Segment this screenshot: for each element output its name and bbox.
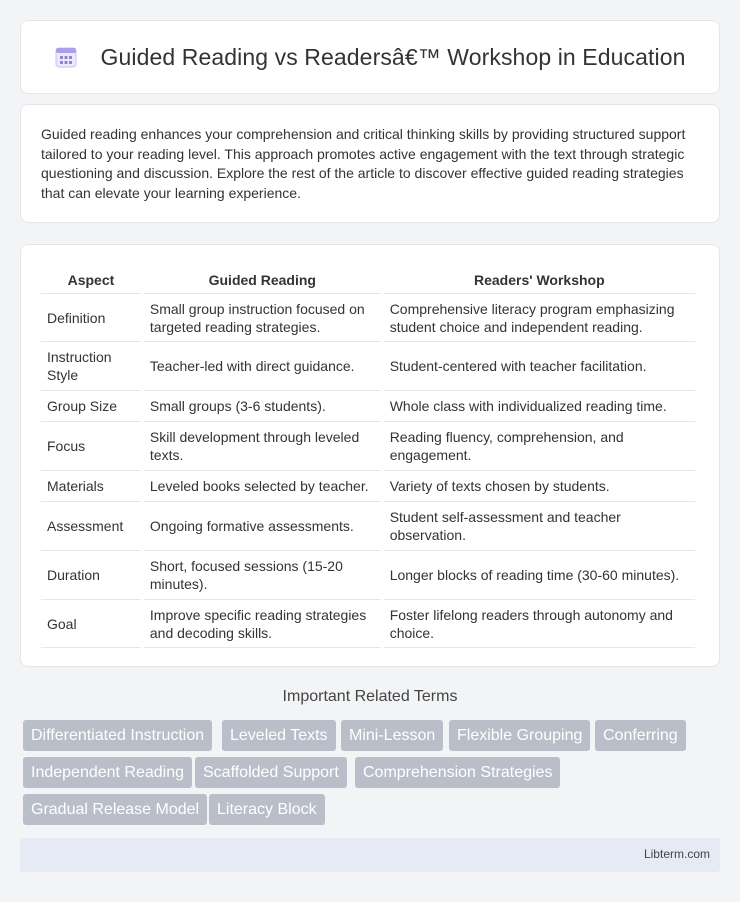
table-cell: Comprehensive literacy program emphasizing student choice and independent reading. [384,293,695,341]
table-cell: Improve specific reading strategies and decoding skills. [144,599,381,648]
tag-independent-reading[interactable]: Independent Reading [23,757,192,788]
table-row [41,341,695,390]
tag-literacy-block[interactable]: Literacy Block [209,794,325,825]
tag-flexible-grouping[interactable]: Flexible Grouping [449,720,590,751]
table-cell: Foster lifelong readers through autonomy and choice. [384,599,695,648]
tag-mini-lesson[interactable]: Mini-Lesson [341,720,443,751]
table-cell: Student self-assessment and teacher observation. [384,501,695,550]
table-row [41,599,695,648]
tag-differentiated-instruction[interactable]: Differentiated Instruction [23,720,212,751]
tag-conferring[interactable]: Conferring [595,720,686,751]
table-row [41,421,695,470]
table-cell: Assessment [41,501,141,550]
comparison-table [38,263,698,648]
table-cell: Small group instruction focused on targeted reading strategies. [144,293,381,341]
tag-leveled-texts[interactable]: Leveled Texts [222,720,336,751]
column-header: Aspect [67,272,115,288]
table-cell: Leveled books selected by teacher. [144,470,381,501]
table-cell: Skill development through leveled texts. [144,421,381,470]
table-row [41,550,695,599]
table-cell: Instruction Style [41,341,141,390]
table-cell: Short, focused sessions (15-20 minutes). [144,550,381,599]
page-title: Guided Reading vs Readersâ€™ Workshop in Education [100,43,686,70]
intro-card [20,104,720,223]
related-terms-title: Important Related Terms [282,688,458,705]
footer-site-link[interactable]: Libterm.com [643,847,710,861]
table-cell: Duration [41,550,141,599]
table-cell: Small groups (3-6 students). [144,390,381,421]
header-card [20,20,720,94]
table-row [41,390,695,421]
calendar-icon [54,45,78,69]
comparison-card [20,244,720,667]
table-cell: Longer blocks of reading time (30-60 minutes). [384,550,695,599]
table-cell: Whole class with individualized reading time. [384,390,695,421]
table-cell: Focus [41,421,141,470]
table-cell: Ongoing formative assessments. [144,501,381,550]
footer [20,838,720,872]
table-cell: Group Size [41,390,141,421]
table-cell: Teacher-led with direct guidance. [144,341,381,390]
table-cell: Goal [41,599,141,648]
table-cell: Variety of texts chosen by students. [384,470,695,501]
table-row [41,293,695,341]
tag-comprehension-strategies[interactable]: Comprehension Strategies [355,757,560,788]
tag-scaffolded-support[interactable]: Scaffolded Support [195,757,347,788]
table-cell: Definition [41,293,141,341]
table-cell: Student-centered with teacher facilitation. [384,341,695,390]
column-header: Readers' Workshop [474,272,605,288]
column-header: Guided Reading [208,272,316,288]
table-cell: Materials [41,470,141,501]
table-cell: Reading fluency, comprehension, and engagement. [384,421,695,470]
table-row [41,501,695,550]
table-row [41,470,695,501]
intro-text: Guided reading enhances your comprehension and critical thinking skills by providing structured support tailored to your reading level. This approach promotes active engagement with the text through strategic questioning and discussion. Explore the rest of the article to discover effective guided reading strategies that can elevate your learning experience. [41,126,686,201]
tag-gradual-release-model[interactable]: Gradual Release Model [23,794,207,825]
